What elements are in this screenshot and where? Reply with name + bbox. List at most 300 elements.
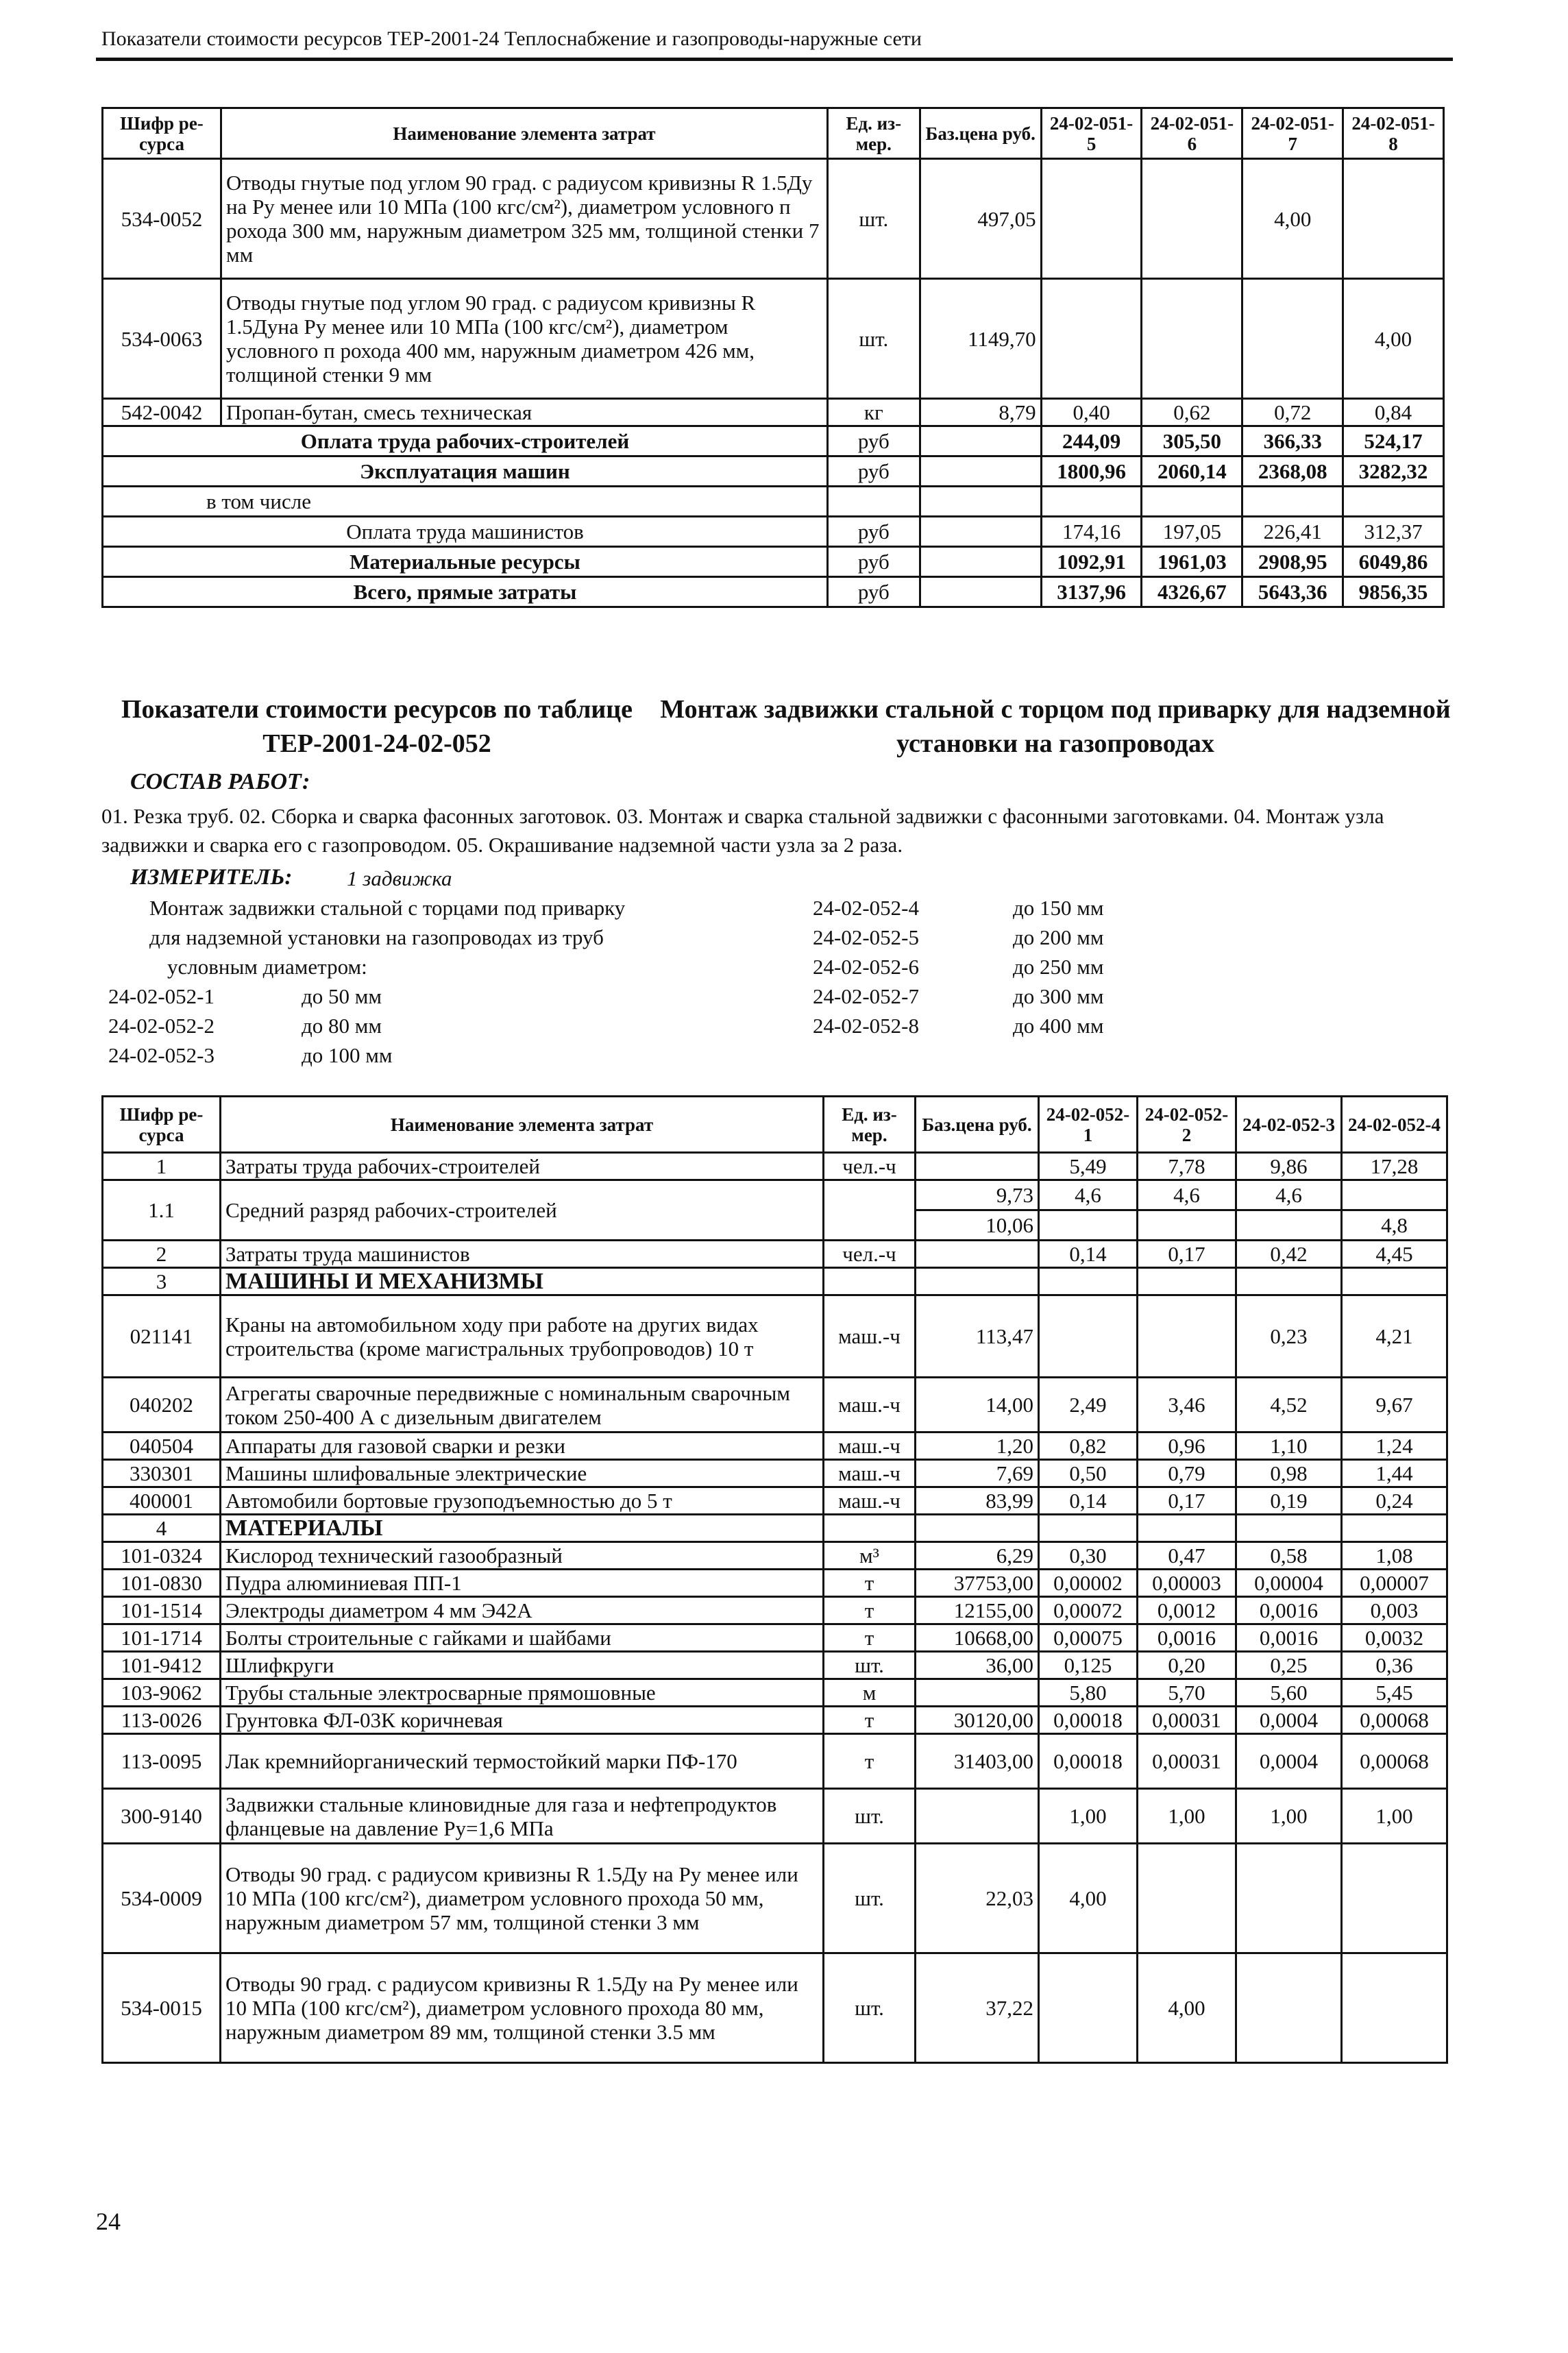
- header-row: [103, 108, 1444, 159]
- rate-value: 0,00031: [1138, 1707, 1236, 1734]
- col-header-rate: 24-02-052-3: [1236, 1097, 1342, 1153]
- rate-value: 0,00018: [1039, 1707, 1138, 1734]
- rate-value: 6049,86: [1343, 547, 1444, 577]
- base-price: 6,29: [916, 1542, 1039, 1570]
- work-composition-text: 01. Резка труб. 02. Сборка и сварка фасонных заготовок. 03. Монтаж и сварка стальной задвижки с фасонными заготовками. 04. Монтаж узла задвижки и сварка его с газопроводом. 05. Окрашивание надземной части узла за 2 раза.: [101, 804, 1384, 857]
- base-price: 497,05: [920, 159, 1041, 279]
- base-price: 37753,00: [916, 1570, 1039, 1597]
- rate-value: 1800,96: [1041, 456, 1142, 487]
- rate-value: 0,50: [1039, 1460, 1138, 1487]
- unit: т: [824, 1624, 916, 1652]
- range-size: до 80 мм: [302, 1014, 382, 1038]
- range-code: 24-02-052-2: [108, 1014, 215, 1038]
- resource-row: [103, 1734, 1447, 1789]
- resource-code: 534-0052: [103, 159, 221, 279]
- rate-value: 1,10: [1236, 1432, 1342, 1460]
- rate-value: 1,00: [1138, 1789, 1236, 1844]
- rate-value: 0,58: [1236, 1542, 1342, 1570]
- resource-row: [103, 1652, 1447, 1679]
- summary-row: [103, 426, 1444, 456]
- summary-label: Эксплуатация машин: [103, 456, 828, 487]
- resource-name: Затраты труда машинистов: [221, 1241, 824, 1268]
- unit: маш.-ч: [824, 1295, 916, 1378]
- rate-value: 4,52: [1236, 1378, 1342, 1432]
- rate-value: 1,44: [1342, 1460, 1447, 1487]
- base-price: [920, 487, 1041, 517]
- section-name: МАШИНЫ И МЕХАНИЗМЫ: [221, 1268, 824, 1295]
- rate-value: 4326,67: [1142, 577, 1242, 607]
- resource-name: Машины шлифовальные электрические: [221, 1460, 824, 1487]
- unit: т: [824, 1570, 916, 1597]
- table-title-left: Показатели стоимости ресурсов по таблице ТЕР-2001-24-02-052: [121, 695, 633, 758]
- col-header-rate: 24-02-052-2: [1138, 1097, 1236, 1153]
- rate-value: 0,42: [1236, 1241, 1342, 1268]
- resource-row: [103, 1542, 1447, 1570]
- rate-value: 3282,32: [1343, 456, 1444, 487]
- col-header-rate: 24-02-051-7: [1242, 108, 1343, 159]
- rate-value: 4,6: [1236, 1180, 1342, 1210]
- base-price: 7,69: [916, 1460, 1039, 1487]
- resource-code: 101-9412: [103, 1652, 221, 1679]
- rate-value: [1039, 1210, 1138, 1241]
- unit: руб: [827, 547, 920, 577]
- resource-code: 534-0009: [103, 1844, 221, 1953]
- resource-name: Отводы гнутые под углом 90 град. с радиусом кривизны R 1.5Дуна Ру менее или 10 МПа (100 кгс/см²), диаметром условного п рохода 400 мм, наружным диаметром 426 мм, толщиной стенки 9 мм: [221, 279, 827, 399]
- table-resources-051: [101, 107, 1445, 608]
- table1-body: [103, 108, 1444, 607]
- base-price: [920, 426, 1041, 456]
- rate-value: 1,08: [1342, 1542, 1447, 1570]
- rate-value: 4,00: [1039, 1844, 1138, 1953]
- rate-value: 0,0016: [1236, 1597, 1342, 1624]
- rate-value: 366,33: [1242, 426, 1343, 456]
- rate-value: 2908,95: [1242, 547, 1343, 577]
- rate-value: [1236, 1844, 1342, 1953]
- col-header-price: Баз.цена руб.: [916, 1097, 1039, 1153]
- resource-code: 2: [103, 1241, 221, 1268]
- resource-code: 400001: [103, 1487, 221, 1515]
- header-row: [103, 1097, 1447, 1153]
- rate-value: 0,0004: [1236, 1707, 1342, 1734]
- range-code: 24-02-052-4: [813, 896, 919, 920]
- base-price: 22,03: [916, 1844, 1039, 1953]
- col-header-code: Шифр ре-сурса: [103, 108, 221, 159]
- unit: кг: [827, 399, 920, 426]
- rate-value: 0,47: [1138, 1542, 1236, 1570]
- rate-value: 1,00: [1236, 1789, 1342, 1844]
- rate-value: 5,80: [1039, 1679, 1138, 1707]
- unit: руб: [827, 517, 920, 547]
- unit: шт.: [824, 1652, 916, 1679]
- rate-value: 5643,36: [1242, 577, 1343, 607]
- resource-code: 101-1514: [103, 1597, 221, 1624]
- rate-value: 0,98: [1236, 1460, 1342, 1487]
- resource-row: [103, 1953, 1447, 2063]
- base-price: [920, 547, 1041, 577]
- resource-name: Кислород технический газообразный: [221, 1542, 824, 1570]
- page-header: Показатели стоимости ресурсов ТЕР-2001-24 Теплоснабжение и газопроводы-наружные сети: [101, 27, 922, 50]
- rate-value: [1342, 1953, 1447, 2063]
- rate-value: 4,00: [1343, 279, 1444, 399]
- range-code: 24-02-052-3: [108, 1043, 215, 1067]
- rate-value: [1236, 1953, 1342, 2063]
- base-price: [920, 456, 1041, 487]
- resource-name: Электроды диаметром 4 мм Э42А: [221, 1597, 824, 1624]
- resource-name: Отводы 90 град. с радиусом кривизны R 1.5Ду на Ру менее или 10 МПа (100 кгс/см²), диаметром условного прохода 80 мм, наружным диаметром 89 мм, толщиной стенки 3.5 мм: [221, 1953, 824, 2063]
- resource-code: 101-1714: [103, 1624, 221, 1652]
- resource-name: Трубы стальные электросварные прямошовные: [221, 1679, 824, 1707]
- summary-label: Всего, прямые затраты: [103, 577, 828, 607]
- unit: шт.: [827, 279, 920, 399]
- rate-value: [1142, 159, 1242, 279]
- resource-row: [103, 1432, 1447, 1460]
- rate-value: 5,70: [1138, 1679, 1236, 1707]
- rate-value: 3137,96: [1041, 577, 1142, 607]
- summary-row: [103, 456, 1444, 487]
- resource-name: Затраты труда рабочих-строителей: [221, 1153, 824, 1180]
- summary-label: Материальные ресурсы: [103, 547, 828, 577]
- resource-name: Шлифкруги: [221, 1652, 824, 1679]
- page-number: 24: [96, 2208, 121, 2235]
- rate-value: 3,46: [1138, 1378, 1236, 1432]
- table-resources-052: [101, 1095, 1448, 2064]
- work-composition-label: СОСТАВ РАБОТ:: [130, 769, 310, 794]
- unit: шт.: [824, 1953, 916, 2063]
- resource-row: [103, 1460, 1447, 1487]
- rate-value: 0,0032: [1342, 1624, 1447, 1652]
- resource-name: Краны на автомобильном ходу при работе на других видах строительства (кроме магистральных трубопроводов) 10 т: [221, 1295, 824, 1378]
- rate-value: 226,41: [1242, 517, 1343, 547]
- col-header-rate: 24-02-051-6: [1142, 108, 1242, 159]
- resource-code: 113-0095: [103, 1734, 221, 1789]
- summary-label: в том числе: [103, 487, 828, 517]
- resource-row: [103, 1241, 1447, 1268]
- rate-value: [1039, 1295, 1138, 1378]
- rate-value: 2060,14: [1142, 456, 1242, 487]
- rate-value: 0,14: [1039, 1241, 1138, 1268]
- resource-row: [103, 1597, 1447, 1624]
- resource-name: Лак кремнийорганический термостойкий марки ПФ-170: [221, 1734, 824, 1789]
- rate-value: 4,00: [1138, 1953, 1236, 2063]
- resource-name: Болты строительные с гайками и шайбами: [221, 1624, 824, 1652]
- rate-value: 0,00068: [1342, 1734, 1447, 1789]
- base-price: 30120,00: [916, 1707, 1039, 1734]
- rate-value: 0,19: [1236, 1487, 1342, 1515]
- rate-value: 0,30: [1039, 1542, 1138, 1570]
- intro-line: условным диаметром:: [167, 955, 367, 979]
- unit: т: [824, 1597, 916, 1624]
- resource-code: 330301: [103, 1460, 221, 1487]
- base-price: 9,73: [916, 1180, 1039, 1210]
- resource-code: 103-9062: [103, 1679, 221, 1707]
- rate-value: 0,24: [1342, 1487, 1447, 1515]
- unit: чел.-ч: [824, 1241, 916, 1268]
- rate-value: 4,8: [1342, 1210, 1447, 1241]
- rate-value: [1242, 279, 1343, 399]
- rate-value: 0,14: [1039, 1487, 1138, 1515]
- summary-row: [103, 487, 1444, 517]
- base-price: 36,00: [916, 1652, 1039, 1679]
- base-price: 14,00: [916, 1378, 1039, 1432]
- base-price: 113,47: [916, 1295, 1039, 1378]
- summary-row: [103, 547, 1444, 577]
- resource-name: Средний разряд рабочих-строителей: [221, 1180, 824, 1241]
- rate-value: 0,84: [1343, 399, 1444, 426]
- unit: маш.-ч: [824, 1378, 916, 1432]
- rate-value: 0,20: [1138, 1652, 1236, 1679]
- resource-name: Аппараты для газовой сварки и резки: [221, 1432, 824, 1460]
- measure-label: ИЗМЕРИТЕЛЬ:: [130, 865, 293, 890]
- intro-line: для надземной установки на газопроводах из труб: [149, 925, 604, 949]
- unit: шт.: [824, 1789, 916, 1844]
- resource-row: [103, 1487, 1447, 1515]
- rate-value: 9,86: [1236, 1153, 1342, 1180]
- rate-value: 1,00: [1342, 1789, 1447, 1844]
- rate-value: 0,00072: [1039, 1597, 1138, 1624]
- resource-name: Отводы гнутые под углом 90 град. с радиусом кривизны R 1.5Ду на Ру менее или 10 МПа (100 кгс/см²), диаметром условного п рохода 300 мм, наружным диаметром 325 мм, толщиной стенки 7 мм: [221, 159, 827, 279]
- rate-value: 0,40: [1041, 399, 1142, 426]
- intro-line: Монтаж задвижки стальной с торцами под приварку: [149, 896, 626, 920]
- rate-value: 9,67: [1342, 1378, 1447, 1432]
- resource-row: [103, 1378, 1447, 1432]
- rate-value: 0,96: [1138, 1432, 1236, 1460]
- resource-name: Агрегаты сварочные передвижные с номинальным сварочным током 250-400 А с дизельным двигателем: [221, 1378, 824, 1432]
- resource-row: [103, 279, 1444, 399]
- resource-row: [103, 1153, 1447, 1180]
- rate-value: 1,00: [1039, 1789, 1138, 1844]
- rate-value: [1039, 1953, 1138, 2063]
- resource-name: Грунтовка ФЛ-03К коричневая: [221, 1707, 824, 1734]
- rate-value: [1041, 487, 1142, 517]
- col-header-name: Наименование элемента затрат: [221, 1097, 824, 1153]
- col-header-rate: 24-02-052-4: [1342, 1097, 1447, 1153]
- base-price: [920, 577, 1041, 607]
- base-price: [916, 1153, 1039, 1180]
- section-row: [103, 1515, 1447, 1542]
- section-code: 3: [103, 1268, 221, 1295]
- resource-name: Пропан-бутан, смесь техническая: [221, 399, 827, 426]
- col-header-name: Наименование элемента затрат: [221, 108, 827, 159]
- col-header-rate: 24-02-051-5: [1041, 108, 1142, 159]
- unit: [827, 487, 920, 517]
- base-price: 83,99: [916, 1487, 1039, 1515]
- section-code: 4: [103, 1515, 221, 1542]
- rate-value: 244,09: [1041, 426, 1142, 456]
- rate-value: [1342, 1180, 1447, 1210]
- unit: т: [824, 1734, 916, 1789]
- rate-value: 5,45: [1342, 1679, 1447, 1707]
- rate-value: 0,0016: [1236, 1624, 1342, 1652]
- header-rule: [96, 58, 1453, 61]
- resource-code: 040504: [103, 1432, 221, 1460]
- base-price: [920, 517, 1041, 547]
- table-title-right: Монтаж задвижки стальной с торцом под приварку для надземной установки на газопроводах: [660, 695, 1451, 758]
- unit: маш.-ч: [824, 1432, 916, 1460]
- rate-value: 0,17: [1138, 1241, 1236, 1268]
- rate-value: [1041, 279, 1142, 399]
- rate-value: 0,25: [1236, 1652, 1342, 1679]
- rate-value: 0,00007: [1342, 1570, 1447, 1597]
- resource-row: [103, 1707, 1447, 1734]
- rate-value: 2368,08: [1242, 456, 1343, 487]
- rate-value: 7,78: [1138, 1153, 1236, 1180]
- rate-value: 9856,35: [1343, 577, 1444, 607]
- base-price: [916, 1241, 1039, 1268]
- rate-value: 4,6: [1039, 1180, 1138, 1210]
- rate-value: [1142, 279, 1242, 399]
- resource-code: 101-0830: [103, 1570, 221, 1597]
- rate-value: 0,00068: [1342, 1707, 1447, 1734]
- range-size: до 400 мм: [1013, 1014, 1104, 1038]
- rate-value: 0,00031: [1138, 1734, 1236, 1789]
- unit: [824, 1180, 916, 1241]
- rate-value: 312,37: [1343, 517, 1444, 547]
- rate-value: 0,82: [1039, 1432, 1138, 1460]
- resource-row: [103, 159, 1444, 279]
- resource-name: Автомобили бортовые грузоподъемностью до 5 т: [221, 1487, 824, 1515]
- rate-value: 305,50: [1142, 426, 1242, 456]
- resource-row: [103, 399, 1444, 426]
- unit: шт.: [824, 1844, 916, 1953]
- resource-row: [103, 1570, 1447, 1597]
- resource-code: 542-0042: [103, 399, 221, 426]
- resource-code: 040202: [103, 1378, 221, 1432]
- rate-value: 0,0004: [1236, 1734, 1342, 1789]
- rate-value: 5,60: [1236, 1679, 1342, 1707]
- base-price: 31403,00: [916, 1734, 1039, 1789]
- resource-name: Задвижки стальные клиновидные для газа и нефтепродуктов фланцевые на давление Ру=1,6 МПа: [221, 1789, 824, 1844]
- rate-value: 0,00003: [1138, 1570, 1236, 1597]
- range-code: 24-02-052-5: [813, 925, 919, 949]
- resource-code: 534-0015: [103, 1953, 221, 2063]
- rate-value: [1138, 1210, 1236, 1241]
- base-price: 10,06: [916, 1210, 1039, 1241]
- rate-value: 0,00075: [1039, 1624, 1138, 1652]
- rate-value: [1041, 159, 1142, 279]
- unit: маш.-ч: [824, 1487, 916, 1515]
- rate-value: [1343, 159, 1444, 279]
- rate-value: [1343, 487, 1444, 517]
- resource-row: [103, 1180, 1447, 1210]
- base-price: [916, 1789, 1039, 1844]
- resource-name: Пудра алюминиевая ПП-1: [221, 1570, 824, 1597]
- resource-row: [103, 1789, 1447, 1844]
- rate-value: 0,62: [1142, 399, 1242, 426]
- range-size: до 150 мм: [1013, 896, 1104, 920]
- rate-value: 0,125: [1039, 1652, 1138, 1679]
- rate-value: [1342, 1844, 1447, 1953]
- rate-value: 0,00018: [1039, 1734, 1138, 1789]
- rate-value: 0,0016: [1138, 1624, 1236, 1652]
- unit: руб: [827, 426, 920, 456]
- base-price: 37,22: [916, 1953, 1039, 2063]
- rate-value: 17,28: [1342, 1153, 1447, 1180]
- rate-value: 0,23: [1236, 1295, 1342, 1378]
- measure-value: 1 задвижка: [347, 866, 452, 890]
- base-price: 10668,00: [916, 1624, 1039, 1652]
- rate-value: 0,00004: [1236, 1570, 1342, 1597]
- rate-value: [1142, 487, 1242, 517]
- resource-code: 300-9140: [103, 1789, 221, 1844]
- rate-value: [1138, 1295, 1236, 1378]
- range-code: 24-02-052-6: [813, 955, 919, 979]
- resource-code: 534-0063: [103, 279, 221, 399]
- unit: м³: [824, 1542, 916, 1570]
- rate-value: 4,6: [1138, 1180, 1236, 1210]
- resource-name: Отводы 90 град. с радиусом кривизны R 1.5Ду на Ру менее или 10 МПа (100 кгс/см²), диаметром условного прохода 50 мм, наружным диаметром 57 мм, толщиной стенки 3 мм: [221, 1844, 824, 1953]
- rate-value: 2,49: [1039, 1378, 1138, 1432]
- range-code: 24-02-052-7: [813, 984, 919, 1008]
- unit: т: [824, 1707, 916, 1734]
- resource-code: 1.1: [103, 1180, 221, 1241]
- rate-value: 4,00: [1242, 159, 1343, 279]
- rate-value: 1,24: [1342, 1432, 1447, 1460]
- col-header-unit: Ед. из-мер.: [827, 108, 920, 159]
- base-price: 1,20: [916, 1432, 1039, 1460]
- resource-row: [103, 1679, 1447, 1707]
- rate-value: 4,21: [1342, 1295, 1447, 1378]
- base-price: 8,79: [920, 399, 1041, 426]
- range-size: до 300 мм: [1013, 984, 1104, 1008]
- unit: шт.: [827, 159, 920, 279]
- col-header-code: Шифр ре-сурса: [103, 1097, 221, 1153]
- resource-code: 1: [103, 1153, 221, 1180]
- range-code: 24-02-052-1: [108, 984, 215, 1008]
- unit: маш.-ч: [824, 1460, 916, 1487]
- base-price: 1149,70: [920, 279, 1041, 399]
- rate-value: [1236, 1210, 1342, 1241]
- section-row: [103, 1268, 1447, 1295]
- rate-value: 1092,91: [1041, 547, 1142, 577]
- rate-value: 5,49: [1039, 1153, 1138, 1180]
- rate-value: 197,05: [1142, 517, 1242, 547]
- base-price: [916, 1679, 1039, 1707]
- section-name: МАТЕРИАЛЫ: [221, 1515, 824, 1542]
- rate-value: 1961,03: [1142, 547, 1242, 577]
- rate-value: [1138, 1844, 1236, 1953]
- rate-value: 0,72: [1242, 399, 1343, 426]
- range-size: до 100 мм: [302, 1043, 393, 1067]
- resource-code: 101-0324: [103, 1542, 221, 1570]
- summary-row: [103, 577, 1444, 607]
- unit: чел.-ч: [824, 1153, 916, 1180]
- summary-row: [103, 517, 1444, 547]
- range-size: до 50 мм: [302, 984, 382, 1008]
- unit: руб: [827, 456, 920, 487]
- resource-row: [103, 1295, 1447, 1378]
- resource-code: 113-0026: [103, 1707, 221, 1734]
- col-header-rate: 24-02-052-1: [1039, 1097, 1138, 1153]
- col-header-unit: Ед. из-мер.: [824, 1097, 916, 1153]
- range-size: до 200 мм: [1013, 925, 1104, 949]
- rate-value: 0,17: [1138, 1487, 1236, 1515]
- col-header-rate: 24-02-051-8: [1343, 108, 1444, 159]
- rate-value: 4,45: [1342, 1241, 1447, 1268]
- rate-value: 0,36: [1342, 1652, 1447, 1679]
- resource-row: [103, 1844, 1447, 1953]
- unit: руб: [827, 577, 920, 607]
- range-size: до 250 мм: [1013, 955, 1104, 979]
- col-header-price: Баз.цена руб.: [920, 108, 1041, 159]
- rate-value: 0,003: [1342, 1597, 1447, 1624]
- table2-body: [103, 1097, 1447, 2063]
- range-code: 24-02-052-8: [813, 1014, 919, 1038]
- base-price: 12155,00: [916, 1597, 1039, 1624]
- unit: м: [824, 1679, 916, 1707]
- resource-row: [103, 1624, 1447, 1652]
- summary-label: Оплата труда машинистов: [103, 517, 828, 547]
- rate-value: 0,79: [1138, 1460, 1236, 1487]
